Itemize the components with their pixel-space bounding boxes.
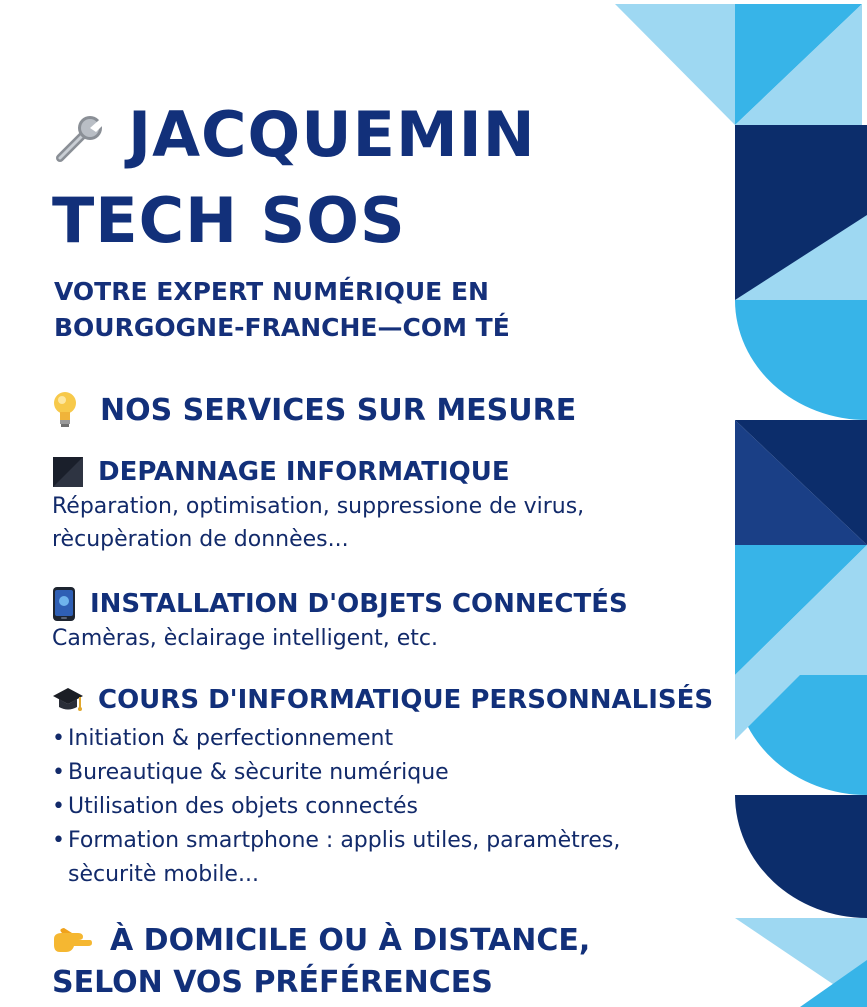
pointing-hand-icon — [52, 927, 92, 955]
service-depannage — [52, 454, 584, 556]
title-line-1: JACQUEMIN — [128, 98, 536, 171]
list-item: • Bureautique & sècurite numérique — [52, 756, 713, 790]
service-description-line-1: Réparation, optimisation, suppressione de virus, — [52, 494, 585, 519]
service-title: COURS D'INFORMATIQUE PERSONNALISÉS — [98, 685, 714, 715]
service-objets-connectes — [52, 586, 628, 655]
services-heading — [52, 390, 576, 430]
service-description: Camèras, èclairage intelligent, etc. — [52, 626, 438, 651]
subtitle-line-1: VOTRE EXPERT NUMÉRIQUE EN — [54, 277, 489, 306]
wrench-icon — [52, 110, 108, 166]
course-list — [52, 722, 713, 892]
service-title: DEPANNAGE INFORMATIQUE — [98, 457, 510, 487]
services-heading-label: NOS SERVICES SUR MESURE — [100, 392, 577, 428]
smartphone-icon — [52, 586, 76, 622]
graduation-cap-icon — [52, 686, 84, 714]
list-item: • Initiation & perfectionnement — [52, 722, 713, 756]
subtitle — [54, 274, 510, 346]
footer-line-2: SELON VOS PRÉFÉRENCES — [52, 965, 493, 1000]
list-item-continuation: sècuritè mobile... — [68, 862, 259, 887]
service-cours — [52, 682, 713, 892]
service-description-line-2: rècupèration de donnèes... — [52, 527, 349, 552]
page-title — [52, 92, 536, 264]
footer-line-1: À DOMICILE OU À DISTANCE, — [110, 923, 591, 958]
lightbulb-icon — [52, 390, 78, 430]
laptop-icon — [52, 456, 84, 488]
footer-tagline — [52, 920, 590, 1004]
service-title: INSTALLATION D'OBJETS CONNECTÉS — [90, 589, 628, 619]
list-item: • Utilisation des objets connectés — [52, 790, 713, 824]
title-line-2: TECH SOS — [52, 184, 406, 257]
list-item: • Formation smartphone : applis utiles, paramètres, sècuritè mobile... — [52, 824, 713, 892]
subtitle-line-2: BOURGOGNE-FRANCHE—COM TÉ — [54, 313, 510, 342]
